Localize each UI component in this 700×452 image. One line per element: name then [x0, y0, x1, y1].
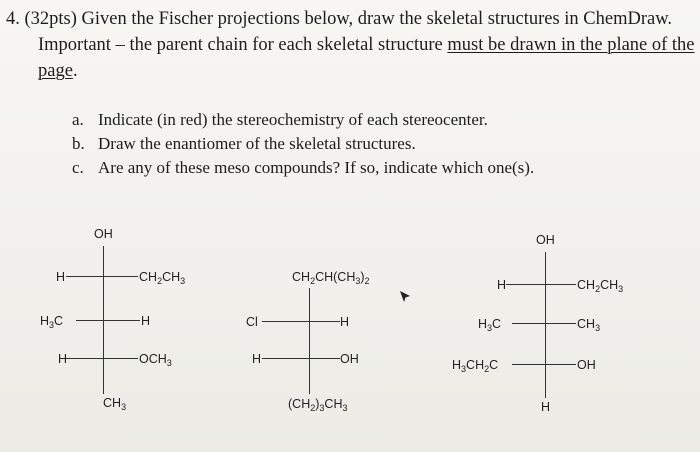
- horizontal-bond: [512, 323, 576, 324]
- question-line-1: [6, 8, 672, 30]
- top-group: $CH_2CH(CH_3)_2$: [292, 270, 370, 286]
- horizontal-bond: [512, 364, 576, 365]
- right-group: $CH_2CH_3$: [577, 278, 624, 294]
- question-number: 4.: [6, 9, 20, 29]
- item-label: b.: [72, 134, 85, 153]
- item-b: [72, 134, 416, 154]
- right-group: $CH_2CH_3$: [139, 270, 186, 286]
- left-group: $H_3CH_2C$: [452, 358, 499, 374]
- bottom-group: $(CH_2)_3CH_3$: [288, 397, 348, 413]
- horizontal-bond: [262, 321, 340, 322]
- question-prompt: (32pts) Given the Fischer projections below, draw the skeletal structures in ChemDraw.: [24, 9, 672, 29]
- important-note: Important – the parent chain for each skeletal structure: [38, 35, 448, 55]
- bottom-group: H: [541, 400, 551, 414]
- right-group: OH: [577, 358, 596, 372]
- item-label: a.: [72, 110, 84, 129]
- left-group: Cl: [246, 315, 258, 329]
- horizontal-bond: [76, 320, 140, 321]
- right-group: H: [340, 315, 350, 329]
- important-underlined-cont: page: [38, 61, 73, 81]
- cursor-arrow-icon: [398, 290, 412, 304]
- left-group: H: [58, 352, 68, 366]
- left-group: $H_3C$: [478, 317, 502, 333]
- right-group: H: [141, 314, 151, 328]
- item-text: Indicate (in red) the stereochemistry of each stereocenter.: [98, 110, 488, 129]
- item-label: c.: [72, 158, 84, 177]
- item-c: [72, 158, 534, 178]
- horizontal-bond: [262, 358, 340, 359]
- bottom-group: $CH_3$: [103, 396, 127, 412]
- left-group: H: [252, 352, 262, 366]
- item-text: Draw the enantiomer of the skeletal structures.: [98, 134, 416, 153]
- question-line-3: [38, 60, 78, 82]
- top-group: OH: [94, 227, 113, 241]
- left-group: H: [497, 278, 507, 292]
- vertical-bond: [545, 252, 546, 398]
- line-3-period: .: [72, 61, 78, 81]
- top-group: OH: [536, 233, 555, 247]
- horizontal-bond: [506, 284, 576, 285]
- left-group: H: [56, 270, 66, 284]
- horizontal-bond: [66, 358, 138, 359]
- right-group: $OCH_3$: [139, 352, 172, 368]
- right-group: OH: [340, 352, 359, 366]
- item-a: [72, 110, 488, 130]
- item-text: Are any of these meso compounds? If so, indicate which one(s).: [98, 158, 535, 177]
- question-line-2: [38, 34, 695, 56]
- important-underlined: must be drawn in the plane of the: [447, 35, 695, 55]
- left-group: $H_3C$: [40, 314, 64, 330]
- horizontal-bond: [66, 276, 138, 277]
- right-group: $CH_3$: [577, 317, 601, 333]
- vertical-bond: [309, 288, 310, 394]
